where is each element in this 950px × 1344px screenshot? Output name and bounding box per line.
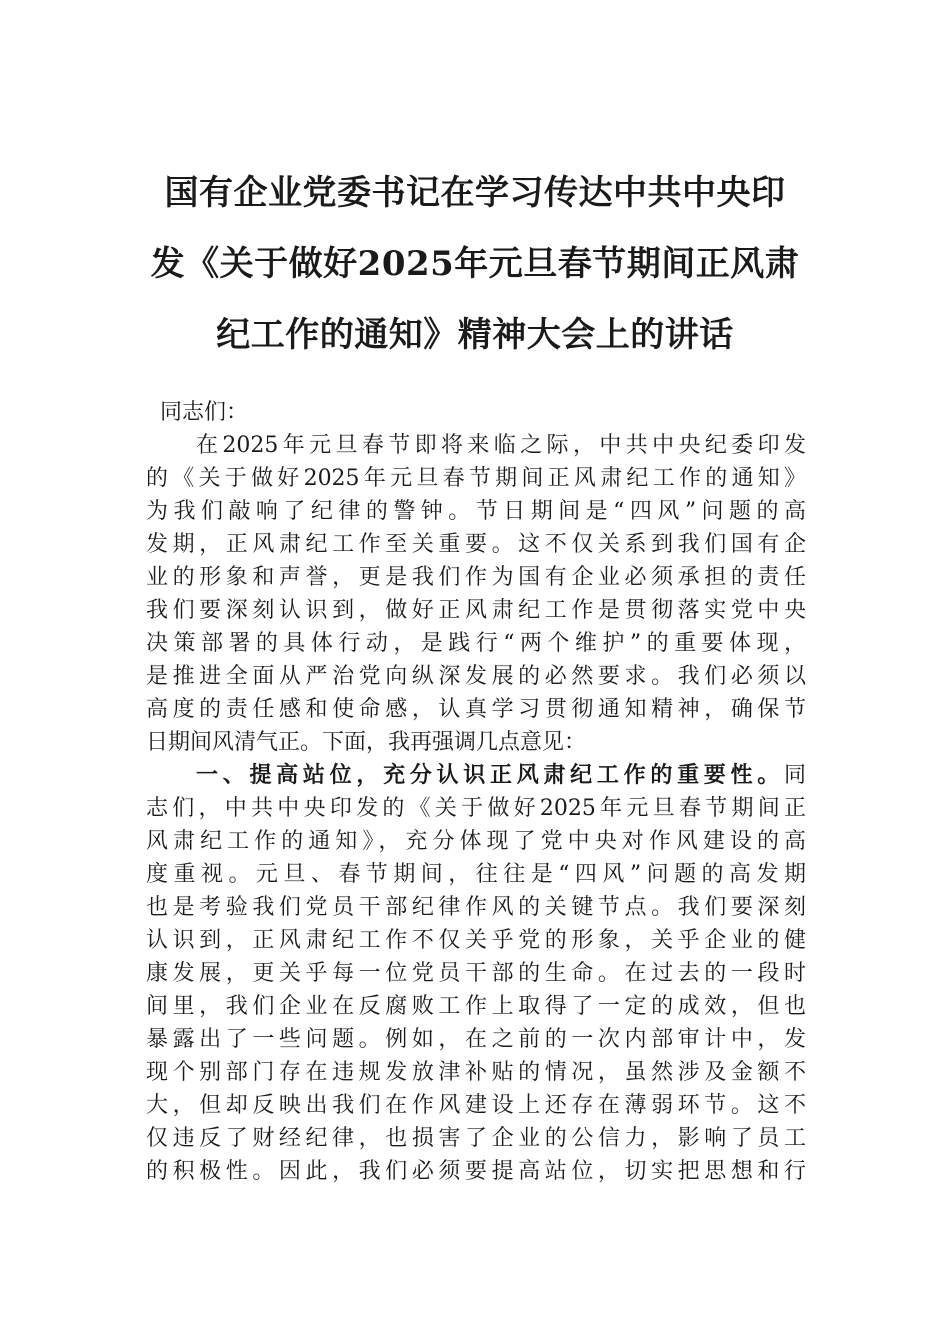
paragraph-line: 发期，正风肃纪工作至关重要。这不仅关系到我们国有企 [146, 532, 806, 557]
paragraph-line: 的积极性。因此，我们必须要提高站位，切实把思想和行 [146, 1159, 806, 1184]
section-1-heading-tail: 同 [783, 763, 806, 788]
paragraph-line: 仅违反了财经纪律，也损害了企业的公信力，影响了员工 [146, 1126, 806, 1151]
paragraph-line: 康发展，更关乎每一位党员干部的生命。在过去的一段时 [146, 961, 806, 986]
paragraph-line: 日期间风清气正。下面，我再强调几点意见： [146, 730, 587, 755]
document-body [146, 396, 806, 1188]
paragraph-line: 业的形象和声誉，更是我们作为国有企业必须承担的责任 [146, 565, 806, 590]
paragraph-line: 风肃纪工作的通知》，充分体现了党中央对作风建设的高 [146, 829, 806, 854]
section-1 [146, 759, 806, 1188]
paragraph-line: 大，但却反映出我们在作风建设上还存在薄弱环节。这不 [146, 1093, 806, 1118]
salutation: 同志们： [160, 400, 249, 425]
paragraph-line: 现个别部门存在违规发放津补贴的情况，虽然涉及金额不 [146, 1060, 806, 1085]
paragraph-line: 我们要深刻认识到，做好正风肃纪工作是贯彻落实党中央 [146, 598, 806, 623]
paragraph-line: 也是考验我们党员干部纪律作风的关键节点。我们要深刻 [146, 895, 806, 920]
paragraph-line: 在2025年元旦春节即将来临之际，中共中央纪委印发 [196, 433, 806, 458]
section-1-heading: 一、提高站位，充分认识正风肃纪工作的重要性。 [196, 763, 784, 788]
document-title [110, 158, 840, 371]
paragraph-line: 是推进全面从严治党向纵深发展的必然要求。我们必须以 [146, 664, 806, 689]
paragraph-line: 度重视。元旦、春节期间，往往是“四风”问题的高发期 [146, 862, 806, 887]
paragraph-line: 为我们敲响了纪律的警钟。节日期间是“四风”问题的高 [146, 499, 806, 524]
paragraph-line: 认识到，正风肃纪工作不仅关乎党的形象，关乎企业的健 [146, 928, 806, 953]
paragraph-intro [146, 429, 806, 759]
title-line-2: 发《关于做好2025年元旦春节期间正风肃 [150, 244, 800, 284]
paragraph-line: 的《关于做好2025年元旦春节期间正风肃纪工作的通知》 [146, 466, 806, 491]
title-line-3: 纪工作的通知》精神大会上的讲话 [216, 315, 734, 355]
section-1-first-line [146, 759, 806, 792]
paragraph-line: 志们，中共中央印发的《关于做好2025年元旦春节期间正 [146, 796, 806, 821]
paragraph-line: 高度的责任感和使命感，认真学习贯彻通知精神，确保节 [146, 697, 806, 722]
title-line-1: 国有企业党委书记在学习传达中共中央印 [164, 173, 786, 213]
paragraph-line: 暴露出了一些问题。例如，在之前的一次内部审计中，发 [146, 1027, 806, 1052]
paragraph-line: 间里，我们企业在反腐败工作上取得了一定的成效，但也 [146, 994, 806, 1019]
paragraph-line: 决策部署的具体行动，是践行“两个维护”的重要体现， [146, 631, 806, 656]
